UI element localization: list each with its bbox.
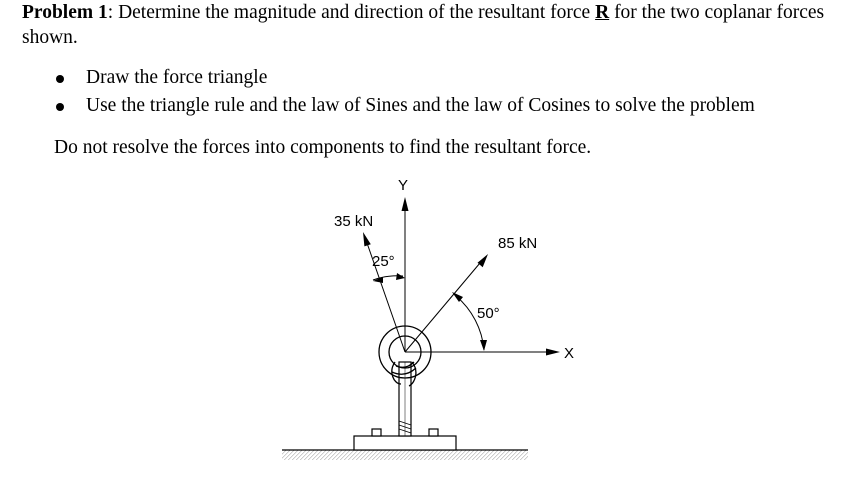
angle-50-label: 50° xyxy=(477,305,500,322)
angle-25-label: 25° xyxy=(372,253,395,270)
y-axis-label: Y xyxy=(398,177,409,194)
force-85kn-label: 85 kN xyxy=(498,235,538,252)
problem-text-before: Determine the magnitude and direction of the resultant force xyxy=(118,2,596,23)
ground-surface xyxy=(282,450,528,460)
force-35kn-label: 35 kN xyxy=(334,213,374,230)
resultant-force-symbol: R xyxy=(595,2,610,23)
instruction-note: Do not resolve the forces into components to find the resultant force. xyxy=(54,137,592,158)
problem-label: Problem 1 xyxy=(22,2,108,23)
x-axis-label: X xyxy=(564,345,575,362)
problem-text-after: for the two coplanar forces shown. xyxy=(22,2,825,48)
force-85kn-vector xyxy=(405,254,488,352)
bullet-text: Use the triangle rule and the law of Sines and the law of Cosines to solve the problem xyxy=(86,95,755,116)
x-axis xyxy=(405,349,560,356)
force-35kn-vector xyxy=(363,232,405,352)
y-axis xyxy=(402,197,409,352)
problem-separator: : xyxy=(107,2,119,23)
bullet-text: Draw the force triangle xyxy=(86,67,268,88)
